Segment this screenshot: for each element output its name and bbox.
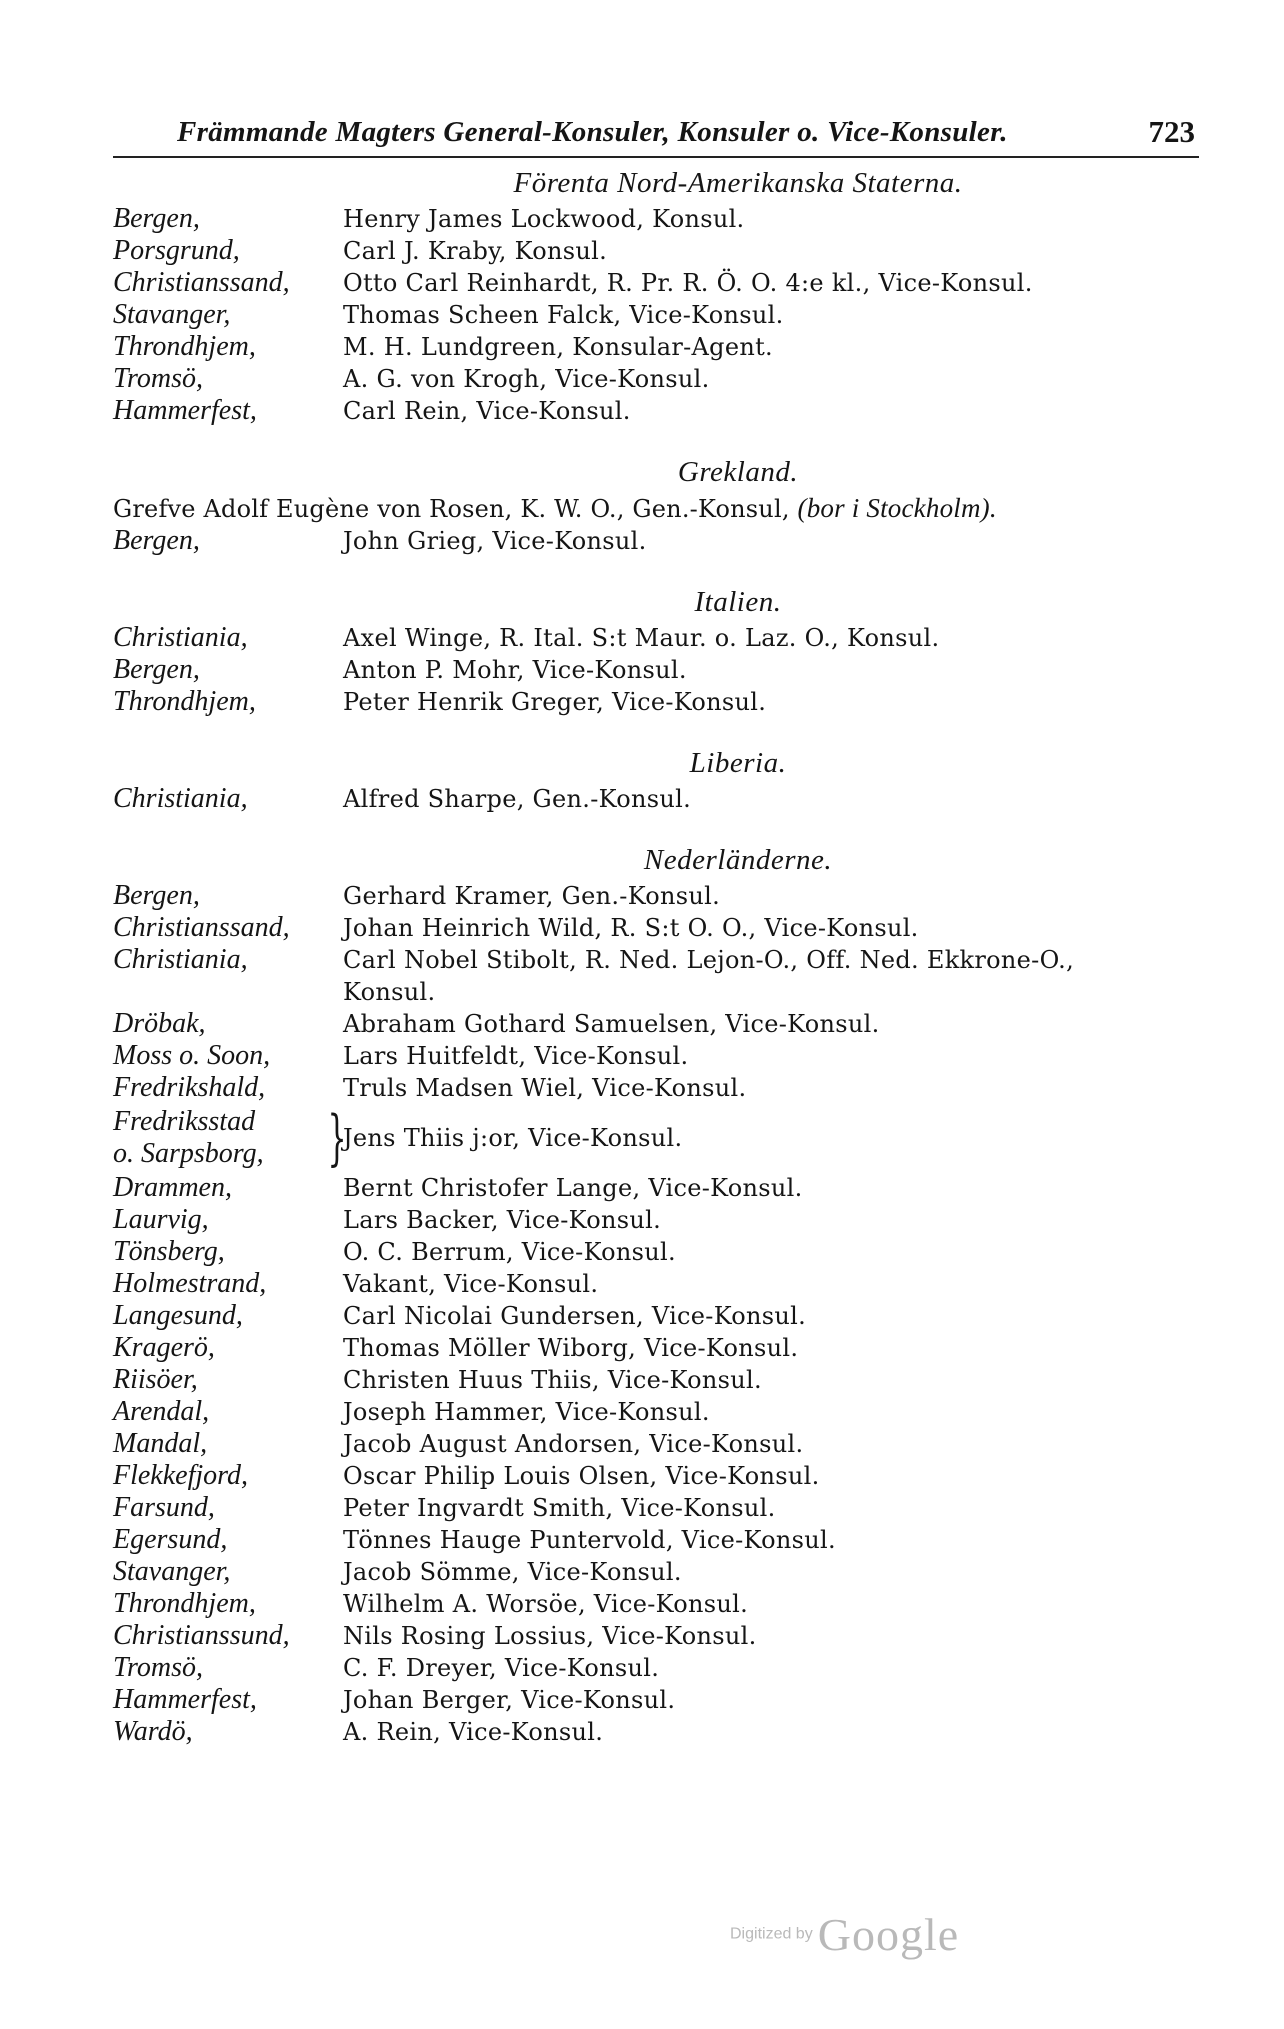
entry-place: Christiania, (113, 622, 248, 653)
entry-consul: Johan Berger, Vice-Konsul. (343, 1686, 676, 1714)
entry-row (113, 1716, 1213, 1748)
country-heading: Liberia. (689, 747, 787, 779)
entry-place: Christiania, (113, 783, 248, 814)
entry-row (113, 1364, 1213, 1396)
entry-place: Farsund, (113, 1492, 215, 1523)
country-heading: Italien. (694, 586, 782, 618)
entry-row (113, 622, 1213, 654)
entry-place: Fredriksstad (113, 1106, 256, 1137)
entry-row (113, 299, 1213, 331)
entry-consul: Jacob Sömme, Vice-Konsul. (343, 1558, 682, 1586)
entry-consul: Nils Rosing Lossius, Vice-Konsul. (343, 1622, 757, 1650)
entry-row (113, 1040, 1213, 1072)
entry-consul: Christen Huus Thiis, Vice-Konsul. (343, 1366, 762, 1394)
entry-place: Christiania, (113, 944, 248, 975)
entry-row (113, 235, 1213, 267)
section-greece (113, 455, 1213, 557)
entry-place: Porsgrund, (113, 235, 240, 266)
general-consul-note: (bor i Stockholm). (797, 493, 997, 523)
entry-place: Christianssund, (113, 1620, 290, 1651)
entry-row (113, 944, 1213, 1008)
entry-consul: Jacob August Andorsen, Vice-Konsul. (343, 1430, 804, 1458)
entry-consul: Thomas Scheen Falck, Vice-Konsul. (343, 301, 784, 329)
section-italy (113, 585, 1213, 718)
entry-consul: Peter Henrik Greger, Vice-Konsul. (343, 688, 767, 716)
entry-row (113, 1620, 1213, 1652)
entry-consul: Vakant, Vice-Konsul. (343, 1270, 599, 1298)
entry-row (113, 1008, 1213, 1040)
entry-row (113, 395, 1213, 427)
entry-place: Stavanger, (113, 1556, 231, 1587)
entry-consul: C. F. Dreyer, Vice-Konsul. (343, 1654, 660, 1682)
entry-row (113, 331, 1213, 363)
entry-place: Christianssand, (113, 912, 290, 943)
section-netherlands (113, 843, 1213, 1748)
entry-place: Wardö, (113, 1716, 193, 1747)
entry-place: Tromsö, (113, 1652, 204, 1683)
entry-place: Bergen, (113, 880, 200, 911)
digitized-watermark (730, 1908, 959, 1961)
entry-consul: John Grieg, Vice-Konsul. (343, 527, 647, 555)
page-number: 723 (1148, 114, 1195, 149)
entry-place: Mandal, (113, 1428, 208, 1459)
entry-consul: O. C. Berrum, Vice-Konsul. (343, 1238, 676, 1266)
entry-place: Throndhjem, (113, 331, 256, 362)
entry-consul: Lars Huitfeldt, Vice-Konsul. (343, 1042, 689, 1070)
general-consul-text: Grefve Adolf Eugène von Rosen, K. W. O., Gen.-Konsul, (113, 495, 790, 523)
entry-row (113, 1428, 1213, 1460)
entry-row (113, 880, 1213, 912)
entry-consul: Carl J. Kraby, Konsul. (343, 237, 608, 265)
entry-consul: Wilhelm A. Worsöe, Vice-Konsul. (343, 1590, 749, 1618)
entry-place: Hammerfest, (113, 395, 257, 426)
section-usa (113, 166, 1213, 427)
entry-consul: Anton P. Mohr, Vice-Konsul. (343, 656, 687, 684)
entry-place: Bergen, (113, 203, 200, 234)
watermark-prefix: Digitized by (730, 1925, 813, 1943)
entry-place: Tromsö, (113, 363, 204, 394)
entry-row (113, 1524, 1213, 1556)
header-rule (113, 156, 1199, 158)
entry-consul (343, 944, 1213, 1008)
entry-place: Langesund, (113, 1300, 243, 1331)
entry-row (113, 1204, 1213, 1236)
entry-row (113, 1396, 1213, 1428)
entry-consul: Carl Rein, Vice-Konsul. (343, 397, 631, 425)
entry-consul: Tönnes Hauge Puntervold, Vice-Konsul. (343, 1526, 836, 1554)
entry-consul: Oscar Philip Louis Olsen, Vice-Konsul. (343, 1462, 820, 1490)
entry-place: Bergen, (113, 654, 200, 685)
general-consul-entry (113, 492, 1213, 525)
entry-consul-continuation: Konsul. (343, 978, 436, 1006)
entry-consul: Henry James Lockwood, Konsul. (343, 205, 745, 233)
entry-place: Riisöer, (113, 1364, 198, 1395)
entry-row (113, 1460, 1213, 1492)
entry-row (113, 912, 1213, 944)
entry-consul: Johan Heinrich Wild, R. S:t O. O., Vice-Konsul. (343, 914, 919, 942)
entry-place: Flekkefjord, (113, 1460, 249, 1491)
entry-consul: Axel Winge, R. Ital. S:t Maur. o. Laz. O., Konsul. (343, 624, 940, 652)
entry-row (113, 654, 1213, 686)
running-head (113, 112, 1203, 156)
entry-place: Hammerfest, (113, 1684, 257, 1715)
entry-row (113, 1236, 1213, 1268)
entry-place: Dröbak, (113, 1008, 206, 1039)
entry-place: Drammen, (113, 1172, 232, 1203)
entry-consul: Otto Carl Reinhardt, R. Pr. R. Ö. O. 4:e kl., Vice-Konsul. (343, 269, 1033, 297)
watermark-brand: Google (817, 1909, 960, 1960)
entry-consul: Bernt Christofer Lange, Vice-Konsul. (343, 1174, 803, 1202)
country-heading: Grekland. (677, 456, 799, 488)
entry-consul: Truls Madsen Wiel, Vice-Konsul. (343, 1074, 747, 1102)
entry-place: Fredrikshald, (113, 1072, 266, 1103)
entry-place: Laurvig, (113, 1204, 209, 1235)
entry-row (113, 686, 1213, 718)
entry-row (113, 267, 1213, 299)
running-title: Främmande Magters General-Konsuler, Konsuler o. Vice-Konsuler. (177, 116, 1008, 148)
entry-place: Throndhjem, (113, 1588, 256, 1619)
entry-row (113, 1588, 1213, 1620)
entry-consul: Carl Nicolai Gundersen, Vice-Konsul. (343, 1302, 807, 1330)
entry-place: o. Sarpsborg, (113, 1138, 264, 1169)
entry-place: Stavanger, (113, 299, 231, 330)
entry-row (113, 1652, 1213, 1684)
entry-consul-line: Carl Nobel Stibolt, R. Ned. Lejon-O., Off. Ned. Ekkrone-O., (343, 946, 1075, 974)
entry-row (113, 525, 1213, 557)
entry-place: Kragerö, (113, 1332, 215, 1363)
curly-brace-icon: } (327, 1103, 347, 1173)
section-liberia (113, 746, 1213, 815)
entry-consul: Joseph Hammer, Vice-Konsul. (343, 1398, 710, 1426)
entry-consul: Abraham Gothard Samuelsen, Vice-Konsul. (343, 1010, 880, 1038)
entry-consul: Jens Thiis j:or, Vice-Konsul. (343, 1124, 683, 1152)
entry-row (113, 1332, 1213, 1364)
entry-row (113, 1556, 1213, 1588)
entry-consul: Gerhard Kramer, Gen.-Konsul. (343, 882, 721, 910)
entry-row (113, 1492, 1213, 1524)
entry-consul: Alfred Sharpe, Gen.-Konsul. (343, 785, 692, 813)
entry-place: Arendal, (113, 1396, 210, 1427)
entry-row (113, 1300, 1213, 1332)
entry-consul: Lars Backer, Vice-Konsul. (343, 1206, 661, 1234)
entry-row (113, 1684, 1213, 1716)
entry-row (113, 363, 1213, 395)
entry-place: Christianssand, (113, 267, 290, 298)
entry-place: Tönsberg, (113, 1236, 225, 1267)
entry-place: Throndhjem, (113, 686, 256, 717)
entry-consul: M. H. Lundgreen, Konsular-Agent. (343, 333, 773, 361)
entry-place: Egersund, (113, 1524, 228, 1555)
entry-row (113, 1172, 1213, 1204)
entry-consul: A. Rein, Vice-Konsul. (343, 1718, 604, 1746)
entry-consul: Thomas Möller Wiborg, Vice-Konsul. (343, 1334, 799, 1362)
entry-consul: A. G. von Krogh, Vice-Konsul. (343, 365, 710, 393)
entry-row (113, 1268, 1213, 1300)
entry-row (113, 203, 1213, 235)
entry-place: Holmestrand, (113, 1268, 267, 1299)
braced-entry-row (113, 1104, 1213, 1172)
entry-place: Moss o. Soon, (113, 1040, 271, 1071)
entry-place: Bergen, (113, 525, 200, 556)
entry-row (113, 783, 1213, 815)
entry-row (113, 1072, 1213, 1104)
braced-places (113, 1106, 323, 1170)
country-heading: Förenta Nord-Amerikanska Staterna. (513, 167, 963, 199)
country-heading: Nederländerne. (643, 844, 833, 876)
consul-listing (113, 166, 1213, 1748)
entry-consul: Peter Ingvardt Smith, Vice-Konsul. (343, 1494, 776, 1522)
